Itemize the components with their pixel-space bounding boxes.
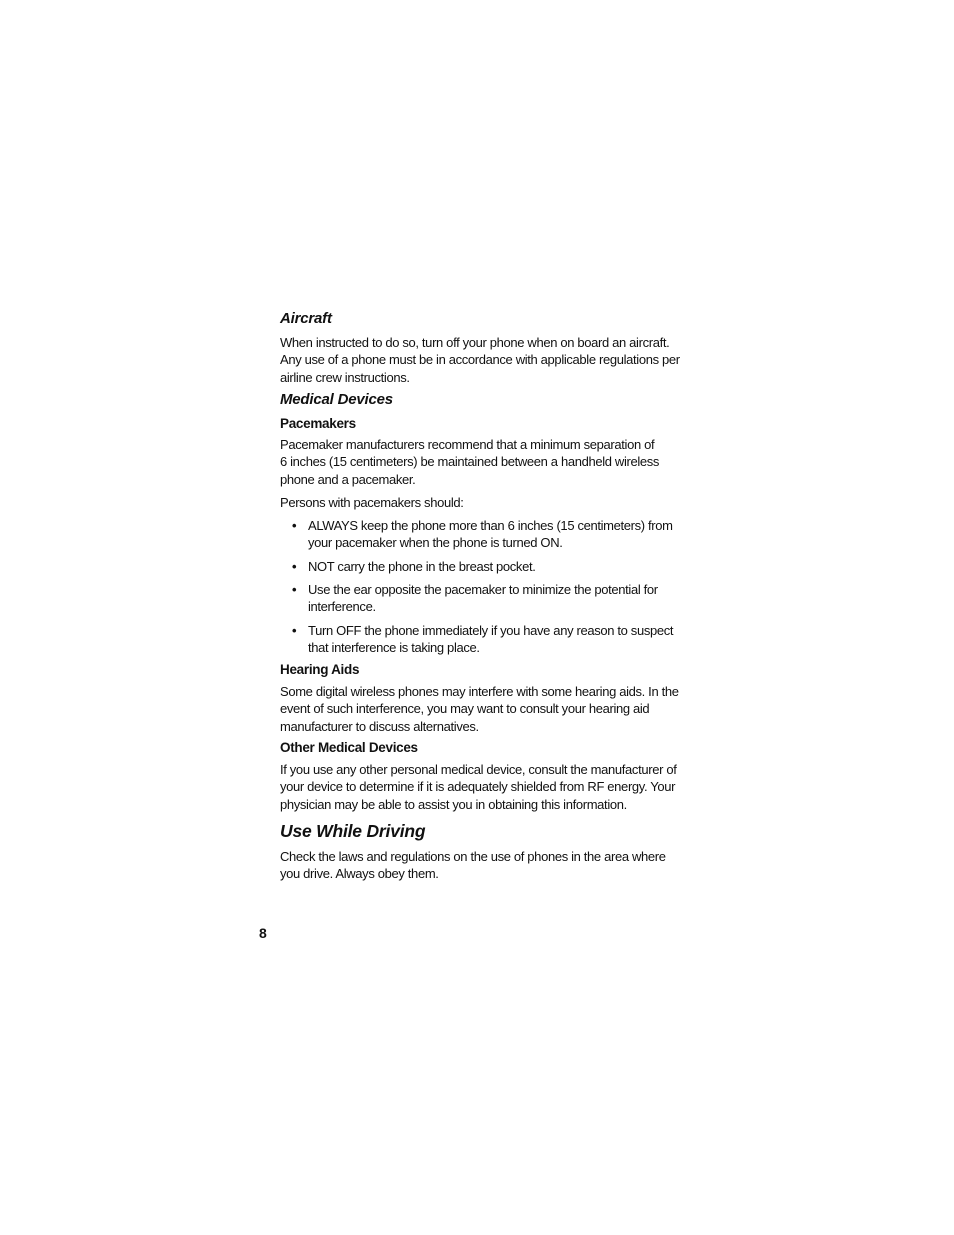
list-item-line: that interference is taking place. bbox=[308, 640, 480, 656]
pacemakers-line: Pacemaker manufacturers recommend that a minimum separation of bbox=[280, 437, 655, 452]
list-item-line: Use the ear opposite the pacemaker to minimize the potential for bbox=[308, 582, 658, 597]
bullet-icon: • bbox=[292, 582, 297, 597]
pacemakers-line: phone and a pacemaker. bbox=[280, 471, 416, 487]
list-item-line: Turn OFF the phone immediately if you have any reason to suspect bbox=[308, 623, 674, 638]
other-medical-line: physician may be able to assist you in obtaining this information. bbox=[280, 796, 627, 812]
list-item-line: your pacemaker when the phone is turned ON. bbox=[308, 535, 563, 551]
hearing-aids-line: event of such interference, you may want to consult your hearing aid bbox=[280, 701, 650, 717]
list-item-text bbox=[308, 622, 673, 657]
hearing-aids-paragraph bbox=[280, 683, 679, 735]
list-item-line: NOT carry the phone in the breast pocket. bbox=[308, 559, 536, 574]
other-medical-devices-heading: Other Medical Devices bbox=[280, 740, 418, 755]
driving-line: Check the laws and regulations on the use of phones in the area where bbox=[280, 849, 666, 864]
pacemakers-line: 6 inches (15 centimeters) be maintained between a handheld wireless bbox=[280, 454, 660, 470]
bullet-icon: • bbox=[292, 518, 297, 533]
aircraft-line: Any use of a phone must be in accordance with applicable regulations per bbox=[280, 352, 680, 368]
list-item bbox=[280, 558, 662, 576]
use-while-driving-paragraph bbox=[280, 848, 666, 883]
list-item-text bbox=[308, 517, 673, 552]
aircraft-line: When instructed to do so, turn off your phone when on board an aircraft. bbox=[280, 335, 670, 350]
driving-line: you drive. Always obey them. bbox=[280, 866, 439, 882]
other-medical-devices-paragraph bbox=[280, 761, 676, 813]
pacemakers-intro: Persons with pacemakers should: bbox=[280, 495, 464, 510]
use-while-driving-heading: Use While Driving bbox=[280, 821, 426, 841]
hearing-aids-heading: Hearing Aids bbox=[280, 662, 360, 677]
list-item bbox=[280, 622, 674, 658]
list-item bbox=[280, 517, 673, 553]
bullet-icon: • bbox=[292, 559, 297, 574]
other-medical-line: your device to determine if it is adequately shielded from RF energy. Your bbox=[280, 779, 676, 795]
pacemakers-heading: Pacemakers bbox=[280, 416, 356, 431]
hearing-aids-line: Some digital wireless phones may interfere with some hearing aids. In the bbox=[280, 684, 679, 699]
page-number: 8 bbox=[259, 925, 267, 941]
list-item-text bbox=[308, 558, 535, 575]
list-item-line: ALWAYS keep the phone more than 6 inches (15 centimeters) from bbox=[308, 518, 673, 533]
aircraft-line: airline crew instructions. bbox=[280, 369, 410, 385]
hearing-aids-line: manufacturer to discuss alternatives. bbox=[280, 718, 479, 734]
list-item-line: interference. bbox=[308, 599, 376, 615]
medical-devices-heading: Medical Devices bbox=[280, 391, 393, 408]
other-medical-line: If you use any other personal medical device, consult the manufacturer of bbox=[280, 762, 677, 777]
list-item-text bbox=[308, 581, 658, 616]
bullet-icon: • bbox=[292, 623, 297, 638]
list-item bbox=[280, 581, 662, 617]
aircraft-heading: Aircraft bbox=[280, 310, 332, 327]
pacemakers-paragraph bbox=[280, 436, 659, 488]
aircraft-paragraph bbox=[280, 334, 680, 386]
